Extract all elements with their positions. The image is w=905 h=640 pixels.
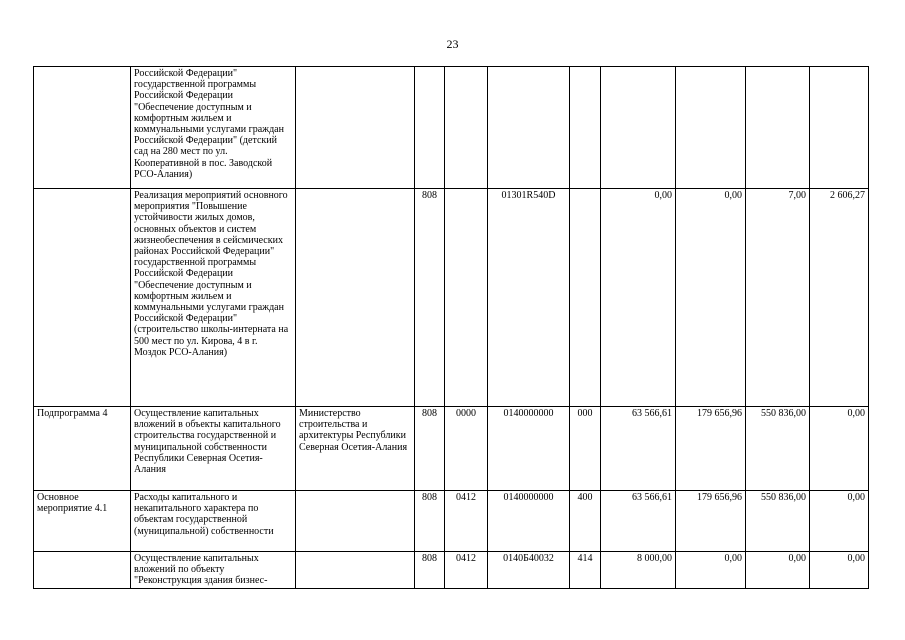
page-number: 23: [446, 37, 459, 51]
cell-grbs: [415, 67, 445, 189]
cell-csr: 0140000000: [488, 407, 570, 491]
cell-rzpr: [445, 67, 488, 189]
cell-amount-2: 179 656,96: [676, 407, 746, 491]
cell-amount-4: [810, 67, 869, 189]
cell-vr: 414: [570, 552, 601, 589]
cell-program: Подпрограмма 4: [34, 407, 131, 491]
cell-amount-1: 8 000,00: [601, 552, 676, 589]
cell-executor: [296, 552, 415, 589]
cell-amount-1: 0,00: [601, 189, 676, 407]
cell-csr: [488, 67, 570, 189]
cell-program: [34, 189, 131, 407]
cell-vr: [570, 67, 601, 189]
cell-amount-2: 0,00: [676, 552, 746, 589]
cell-amount-4: 0,00: [810, 491, 869, 552]
cell-csr: 0140Б40032: [488, 552, 570, 589]
cell-amount-1: 63 566,61: [601, 407, 676, 491]
cell-amount-2: [676, 67, 746, 189]
cell-description: Осуществление капитальных вложений по объекту "Реконструкция здания бизнес-: [131, 552, 296, 589]
cell-rzpr: 0000: [445, 407, 488, 491]
cell-amount-3: [746, 67, 810, 189]
cell-amount-2: 0,00: [676, 189, 746, 407]
cell-amount-4: 2 606,27: [810, 189, 869, 407]
cell-executor: [296, 189, 415, 407]
cell-description: Расходы капитального и некапитального характера по объектам государственной (муниципальной) собственности: [131, 491, 296, 552]
cell-vr: [570, 189, 601, 407]
cell-executor: [296, 67, 415, 189]
cell-program: Основное мероприятие 4.1: [34, 491, 131, 552]
cell-grbs: 808: [415, 407, 445, 491]
cell-rzpr: [445, 189, 488, 407]
table-row: [34, 189, 869, 407]
cell-executor: Министерство строительства и архитектуры Республики Северная Осетия-Алания: [296, 407, 415, 491]
cell-amount-3: 0,00: [746, 552, 810, 589]
cell-grbs: 808: [415, 491, 445, 552]
table-row: [34, 407, 869, 491]
cell-amount-4: 0,00: [810, 552, 869, 589]
cell-executor: [296, 491, 415, 552]
cell-vr: 000: [570, 407, 601, 491]
cell-description: Осуществление капитальных вложений в объекты капитального строительства государственной и муниципальной собственности Республики Северная Осетия-Алания: [131, 407, 296, 491]
cell-vr: 400: [570, 491, 601, 552]
cell-csr: 0140000000: [488, 491, 570, 552]
cell-amount-2: 179 656,96: [676, 491, 746, 552]
table-row: [34, 491, 869, 552]
cell-amount-3: 550 836,00: [746, 491, 810, 552]
cell-amount-1: 63 566,61: [601, 491, 676, 552]
cell-rzpr: 0412: [445, 552, 488, 589]
cell-grbs: 808: [415, 552, 445, 589]
cell-amount-3: 550 836,00: [746, 407, 810, 491]
cell-description: Российской Федерации" государственной программы Российской Федерации "Обеспечение доступным и комфортным жильем и коммунальными услугами граждан Российской Федерации" (детский сад на 280 мест по ул. Кооперативной в пос. Заводской РСО-Алания): [131, 67, 296, 189]
cell-amount-4: 0,00: [810, 407, 869, 491]
cell-rzpr: 0412: [445, 491, 488, 552]
table-row: [34, 67, 869, 189]
table-row: [34, 552, 869, 589]
cell-program: [34, 67, 131, 189]
cell-amount-1: [601, 67, 676, 189]
cell-grbs: 808: [415, 189, 445, 407]
cell-description: Реализация мероприятий основного мероприятия "Повышение устойчивости жилых домов, основных объектов и систем жизнеобеспечения в сейсмических районах Российской Федерации" государственной программы Российской Федерации "Обеспечение доступным и комфортным жильем и коммунальными услугами граждан Российской Федерации" (строительство школы-интерната на 500 мест по ул. Кирова, 4 в г. Моздок РСО-Алания): [131, 189, 296, 407]
cell-csr: 01301R540D: [488, 189, 570, 407]
cell-program: [34, 552, 131, 589]
cell-amount-3: 7,00: [746, 189, 810, 407]
budget-table: [33, 66, 869, 589]
